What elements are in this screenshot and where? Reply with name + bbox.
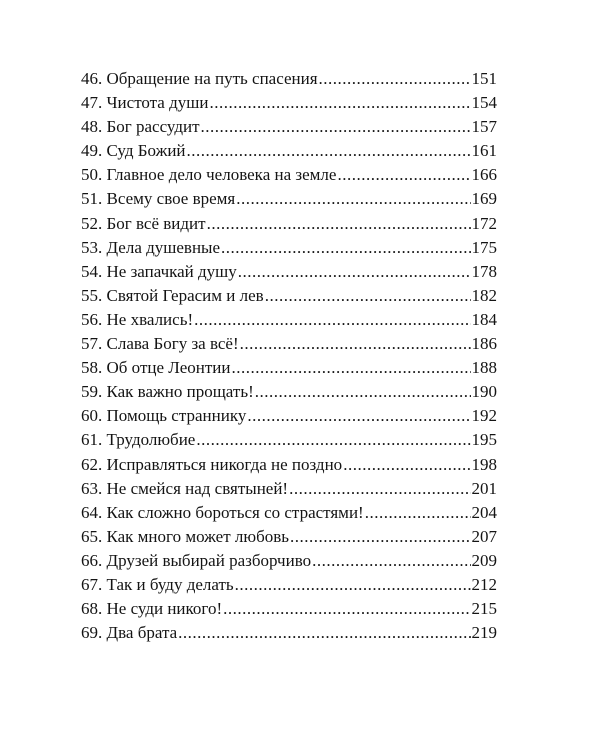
toc-entry-page-number: 190 — [471, 382, 497, 402]
toc-dot-leader — [319, 67, 471, 91]
toc-entry — [81, 404, 497, 428]
toc-entry-title: 65. Как много может любовь — [81, 526, 290, 546]
toc-entry-page-number: 212 — [471, 574, 497, 594]
toc-entry — [81, 428, 497, 452]
toc-dot-leader — [289, 477, 470, 501]
toc-entry-title: 69. Два брата — [81, 623, 178, 643]
toc-dot-leader — [238, 260, 471, 284]
toc-entry — [81, 525, 497, 549]
toc-dot-leader — [343, 453, 470, 477]
toc-entry — [81, 380, 497, 404]
toc-entry-page-number: 157 — [471, 117, 497, 137]
toc-entry — [81, 91, 497, 115]
toc-entry-title: 47. Чистота души — [81, 93, 209, 113]
toc-entry-title: 60. Помощь страннику — [81, 406, 247, 426]
toc-dot-leader — [312, 549, 470, 573]
toc-dot-leader — [365, 501, 471, 525]
toc-entry-title: 52. Бог всё видит — [81, 213, 206, 233]
toc-entry-title: 57. Слава Богу за всё! — [81, 334, 239, 354]
toc-dot-leader — [187, 139, 471, 163]
toc-entry-page-number: 195 — [471, 430, 497, 450]
toc-entry-page-number: 192 — [471, 406, 497, 426]
toc-entry-page-number: 209 — [471, 550, 497, 570]
toc-dot-leader — [221, 236, 470, 260]
toc-entry — [81, 284, 497, 308]
toc-entry-title: 62. Исправляться никогда не поздно — [81, 454, 343, 474]
toc-dot-leader — [196, 428, 470, 452]
toc-entry-page-number: 215 — [471, 599, 497, 619]
toc-entry-page-number: 204 — [471, 502, 497, 522]
toc-entry-title: 53. Дела душевные — [81, 237, 221, 257]
toc-entry — [81, 573, 497, 597]
toc-entry-title: 54. Не запачкай душу — [81, 261, 237, 281]
toc-entry-page-number: 166 — [471, 165, 497, 185]
toc-entry — [81, 236, 497, 260]
toc-entry-title: 63. Не смейся над святыней! — [81, 478, 289, 498]
toc-entry-title: 64. Как сложно бороться со страстями! — [81, 502, 364, 522]
toc-dot-leader — [207, 212, 471, 236]
toc-entry-page-number: 219 — [471, 623, 497, 643]
toc-dot-leader — [194, 308, 470, 332]
toc-entry-title: 68. Не суди никого! — [81, 599, 223, 619]
toc-entry-title: 66. Друзей выбирай разборчиво — [81, 550, 312, 570]
toc-dot-leader — [209, 91, 470, 115]
toc-entry-title: 50. Главное дело человека на земле — [81, 165, 337, 185]
toc-entry-title: 58. Об отце Леонтии — [81, 358, 231, 378]
toc-entry — [81, 260, 497, 284]
toc-entry-title: 46. Обращение на путь спасения — [81, 69, 318, 88]
toc-dot-leader — [240, 332, 471, 356]
toc-dot-leader — [236, 187, 470, 211]
toc-entry — [81, 139, 497, 163]
toc-entry — [81, 477, 497, 501]
toc-dot-leader — [201, 115, 471, 139]
toc-entry-page-number: 207 — [471, 526, 497, 546]
toc-entry-title: 55. Святой Герасим и лев — [81, 285, 264, 305]
toc-dot-leader — [290, 525, 470, 549]
toc-entry-title: 61. Трудолюбие — [81, 430, 196, 450]
toc-entry — [81, 163, 497, 187]
toc-entry — [81, 187, 497, 211]
toc-entry-page-number: 154 — [471, 93, 497, 113]
toc-dot-leader — [265, 284, 471, 308]
toc-entry — [81, 549, 497, 573]
toc-dot-leader — [247, 404, 470, 428]
table-of-contents — [81, 67, 497, 645]
toc-entry — [81, 67, 497, 91]
toc-dot-leader — [235, 573, 471, 597]
toc-entry-page-number: 175 — [471, 237, 497, 257]
toc-entry — [81, 115, 497, 139]
toc-entry — [81, 621, 497, 645]
toc-entry-page-number: 172 — [471, 213, 497, 233]
toc-entry — [81, 308, 497, 332]
toc-entry-title: 59. Как важно прощать! — [81, 382, 254, 402]
toc-entry-title: 48. Бог рассудит — [81, 117, 200, 137]
toc-entry-title: 51. Всему свое время — [81, 189, 236, 209]
toc-entry-title: 56. Не хвались! — [81, 309, 194, 329]
toc-dot-leader — [231, 356, 470, 380]
toc-entry — [81, 356, 497, 380]
toc-dot-leader — [337, 163, 470, 187]
toc-entry-page-number: 161 — [471, 141, 497, 161]
toc-entry — [81, 453, 497, 477]
toc-dot-leader — [255, 380, 471, 404]
toc-entry-page-number: 151 — [471, 69, 497, 88]
toc-entry-page-number: 188 — [471, 358, 497, 378]
toc-entry-page-number: 178 — [471, 261, 497, 281]
toc-entry-page-number: 186 — [471, 334, 497, 354]
toc-entry-page-number: 198 — [471, 454, 497, 474]
toc-entry-title: 49. Суд Божий — [81, 141, 186, 161]
toc-entry — [81, 332, 497, 356]
toc-entry — [81, 212, 497, 236]
toc-entry-title: 67. Так и буду делать — [81, 574, 234, 594]
toc-entry-page-number: 201 — [471, 478, 497, 498]
toc-dot-leader — [223, 597, 470, 621]
toc-entry-page-number: 184 — [471, 309, 497, 329]
toc-dot-leader — [178, 621, 470, 645]
toc-entry — [81, 597, 497, 621]
toc-entry — [81, 501, 497, 525]
toc-entry-page-number: 182 — [471, 285, 497, 305]
toc-entry-page-number: 169 — [471, 189, 497, 209]
